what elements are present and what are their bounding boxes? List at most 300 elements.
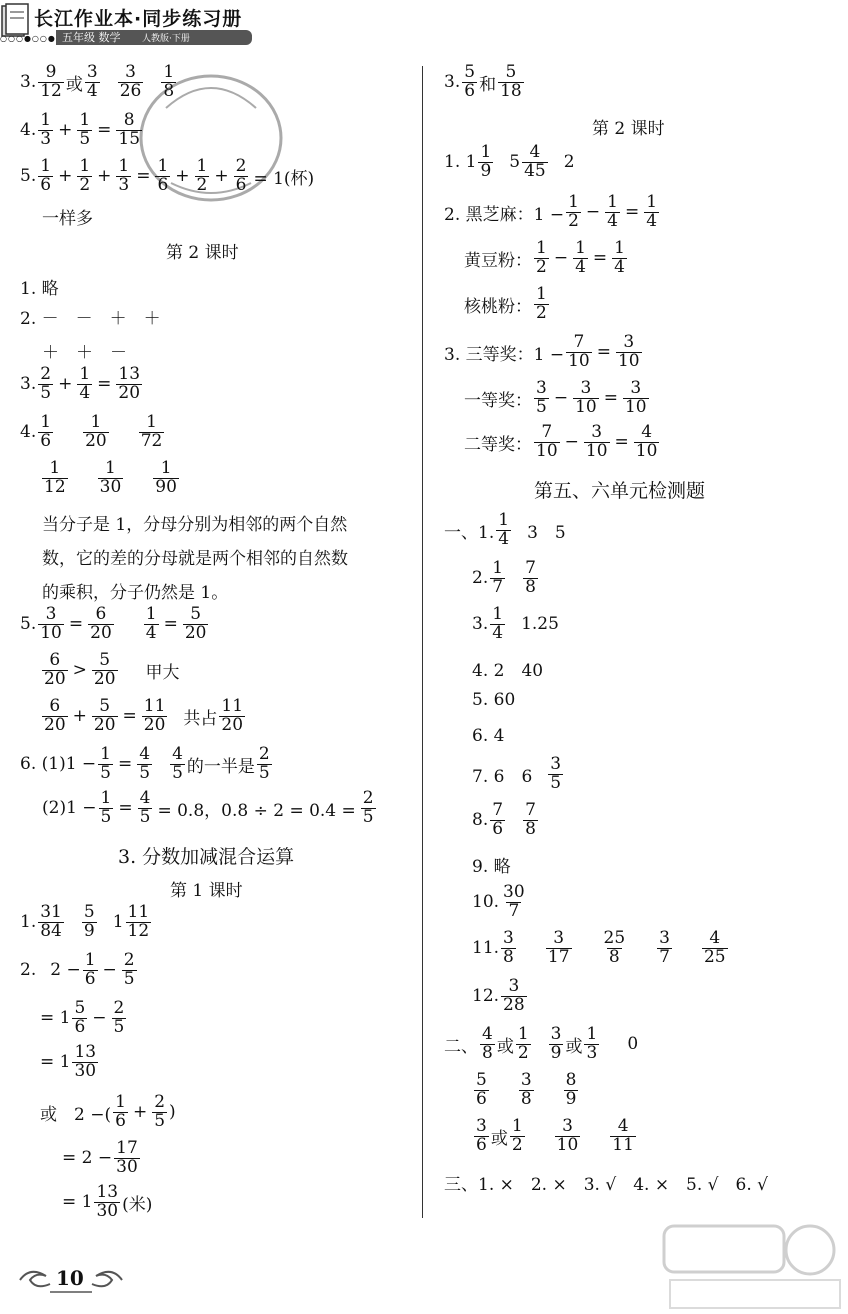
denominator: 4 — [79, 382, 91, 403]
numerator: 11 — [221, 696, 244, 716]
denominator: 5 — [550, 772, 562, 793]
fraction — [77, 158, 92, 195]
fraction — [474, 1118, 489, 1155]
numerator: 5 — [74, 998, 86, 1018]
numerator: 5 — [99, 650, 111, 670]
page-number: 10 — [56, 1266, 84, 1290]
fraction — [38, 904, 64, 941]
item-number: 2. 黑芝麻：1 − — [444, 204, 565, 225]
numerator: 9 — [45, 62, 57, 82]
fraction — [480, 1026, 495, 1063]
numerator: 7 — [492, 800, 504, 820]
expression-text: 2 − — [50, 960, 81, 981]
denominator: 5 — [172, 762, 183, 783]
denominator: 5 — [100, 806, 112, 827]
numerator: 4 — [139, 744, 151, 764]
denominator: 6 — [40, 174, 52, 195]
fraction — [523, 560, 538, 597]
denominator: 26 — [119, 80, 142, 101]
or-text: 或 — [496, 1036, 514, 1057]
or-text: 或 — [490, 1128, 508, 1149]
denominator: 5 — [123, 968, 135, 989]
item-number: 1. 1 — [444, 152, 477, 173]
item-number: 3. — [20, 72, 37, 93]
edition-label: 人教版·下册 — [142, 34, 190, 44]
denominator: 30 — [116, 1156, 138, 1177]
expression-text: = 2 − — [62, 1148, 113, 1169]
numerator: 3 — [550, 1024, 562, 1044]
answer-line — [444, 1026, 638, 1063]
denominator: 30 — [74, 1060, 97, 1081]
answer-line — [472, 978, 529, 1015]
numerator: 1 — [157, 156, 169, 176]
fraction — [42, 652, 68, 689]
item-number: (2)1 − — [42, 798, 97, 819]
fraction — [534, 380, 549, 417]
answer-text: 三、1. × 2. × 3. √ 4. × 5. √ 6. √ — [444, 1175, 768, 1195]
numerator: 3 — [591, 422, 603, 442]
denominator: 6 — [476, 1134, 487, 1155]
numerator: 30 — [503, 882, 525, 902]
answer-line — [472, 884, 529, 921]
fraction — [498, 64, 524, 101]
item-number: 二、 — [444, 1036, 478, 1057]
fraction — [519, 1072, 534, 1109]
book-title: 长江作业本·同步练习册 — [34, 8, 243, 30]
site-watermark — [660, 1222, 846, 1312]
item-number: 6. (1)1 − — [20, 754, 97, 775]
fraction — [490, 802, 505, 839]
fraction — [534, 240, 549, 277]
fraction — [490, 560, 505, 597]
fraction — [113, 1094, 128, 1131]
denominator: 20 — [143, 714, 166, 735]
section-heading: 第五、六单元检测题 — [534, 480, 706, 502]
lesson-heading: 第 2 课时 — [166, 243, 239, 263]
denominator: 20 — [93, 714, 116, 735]
and-text: 和 — [479, 74, 497, 95]
denominator: 9 — [480, 160, 492, 181]
denominator: 5 — [100, 762, 111, 783]
fraction — [548, 756, 563, 793]
denominator: 5 — [362, 806, 374, 827]
numerator: 1 — [145, 604, 157, 624]
denominator: 72 — [140, 430, 163, 451]
fraction — [77, 366, 92, 403]
numerator: 5 — [83, 902, 95, 922]
fraction — [510, 1118, 525, 1155]
fraction — [72, 1044, 98, 1081]
denominator: 4 — [492, 622, 504, 643]
answer-line — [444, 64, 526, 101]
fraction — [490, 606, 505, 643]
answer-line — [472, 756, 565, 793]
answer-line — [472, 802, 540, 839]
denominator: 30 — [99, 476, 122, 497]
numerator: 3 — [623, 332, 635, 352]
fraction — [183, 606, 209, 643]
denominator: 25 — [703, 946, 726, 967]
fraction — [88, 606, 114, 643]
answer-line: 5. $\frac{1}{6}$ + $\frac{1}{2}$ + $\frac{1}{3}$ = $\frac{1}{6}$ + $\frac{1}{2}$ + $\frac{2}{6}$ = 1(杯) — [20, 156, 315, 195]
denominator: 5 — [139, 806, 151, 827]
answer-line — [62, 1140, 142, 1177]
page-header — [0, 0, 848, 48]
numerator: 1 — [511, 1116, 523, 1136]
denominator: 20 — [118, 382, 141, 403]
answer-text: 0 — [627, 1034, 639, 1055]
answer-text: 甲大 — [145, 662, 180, 683]
numerator: 1 — [118, 156, 130, 176]
fraction — [116, 366, 142, 403]
numerator: 7 — [525, 558, 536, 578]
denominator: 5 — [536, 396, 547, 417]
numerator: 3 — [508, 976, 520, 996]
denominator: 8 — [163, 80, 175, 101]
denominator: 8 — [608, 946, 620, 967]
numerator: 3 — [45, 604, 57, 624]
answer-line — [20, 414, 166, 451]
answer-text: ＋ ＋ － — [42, 343, 127, 363]
fraction — [83, 952, 98, 989]
expression-text: = 1 — [62, 1192, 93, 1213]
answer-text: 6. 4 — [472, 726, 505, 746]
fraction — [219, 698, 245, 735]
answer-text: 3 5 — [527, 522, 566, 543]
numerator: 1 — [84, 950, 96, 970]
expression-text: = 1 — [40, 1008, 71, 1029]
denominator: 6 — [492, 818, 504, 839]
fraction — [38, 158, 53, 195]
denominator: 2 — [568, 210, 579, 231]
numerator: 1 — [40, 110, 52, 130]
numerator: 1 — [163, 62, 175, 82]
fraction — [38, 414, 53, 451]
denominator: 3 — [586, 1042, 598, 1063]
fraction — [92, 652, 118, 689]
fraction — [153, 460, 179, 497]
numerator: 1 — [575, 238, 586, 258]
numerator: 1 — [492, 558, 504, 578]
fraction — [98, 460, 124, 497]
denominator: 2 — [511, 1134, 523, 1155]
answer-line — [62, 1184, 152, 1221]
denominator: 10 — [568, 350, 590, 371]
numerator: 1 — [79, 364, 91, 384]
numerator: 1 — [90, 412, 102, 432]
numerator: 4 — [482, 1024, 493, 1044]
answer-line: 2. 2 − $\frac{1}{6}$ − $\frac{2}{5}$ — [20, 950, 135, 989]
denominator: 5 — [40, 382, 52, 403]
denominator: 6 — [476, 1088, 487, 1109]
fraction — [92, 698, 118, 735]
item-number: 3. — [20, 374, 37, 395]
answer-tail: = 1(杯) — [253, 168, 315, 189]
denominator: 6 — [40, 430, 52, 451]
fraction — [474, 1072, 489, 1109]
denominator: 10 — [617, 350, 640, 371]
answer-line — [20, 904, 153, 941]
answer-text: 1. 略 — [20, 279, 59, 299]
denominator: 2 — [517, 1042, 529, 1063]
numerator: 1 — [607, 192, 618, 212]
denominator: 20 — [85, 430, 107, 451]
denominator: 8 — [503, 946, 514, 967]
lesson-heading: 第 2 课时 — [592, 119, 665, 139]
numerator: 17 — [116, 1138, 138, 1158]
numerator: 1 — [498, 510, 510, 530]
fraction — [546, 930, 572, 967]
fraction — [137, 746, 152, 783]
answer-text: 一样多 — [42, 209, 93, 229]
item-number: 3. — [444, 72, 461, 93]
numerator: 3 — [580, 378, 592, 398]
denominator: 8 — [482, 1042, 493, 1063]
denominator: 15 — [118, 128, 141, 149]
lesson-heading: 第 1 课时 — [170, 881, 243, 901]
answer-line — [444, 512, 566, 549]
numerator: 1 — [79, 110, 91, 130]
fraction — [644, 194, 659, 231]
denominator: 20 — [184, 622, 207, 643]
numerator: 1 — [492, 604, 504, 624]
numerator: 11 — [127, 902, 150, 922]
denominator: 12 — [127, 920, 150, 941]
fraction — [610, 1118, 636, 1155]
fraction — [634, 424, 660, 461]
denominator: 10 — [585, 440, 608, 461]
fraction — [38, 64, 64, 101]
answer-line: 3. $\frac{2}{5}$ + $\frac{1}{4}$ = $\frac{13}{20}$ — [20, 364, 141, 403]
numerator: 13 — [96, 1182, 119, 1202]
denominator: 12 — [44, 476, 66, 497]
fraction — [612, 240, 627, 277]
numerator: 6 — [49, 650, 61, 670]
item-label: 核桃粉： — [464, 296, 532, 317]
numerator: 1 — [49, 458, 61, 478]
unit-text: (米) — [122, 1194, 153, 1215]
denominator: 20 — [44, 714, 66, 735]
numerator: 1 — [536, 284, 547, 304]
answer-line: 5. $\frac{3}{10}$ = $\frac{6}{20}$ $\frac{1}{4}$ = $\frac{5}{20}$ — [20, 604, 207, 643]
answer-line: 或 2 −( $\frac{1}{6}$ + $\frac{2}{5}$ ) — [40, 1092, 176, 1131]
item-number: 5. — [20, 166, 37, 187]
item-number: 4. — [20, 120, 37, 141]
answer-text: 1.25 — [521, 614, 559, 635]
equals-sign: = — [97, 120, 112, 141]
item-number: 2. — [20, 960, 37, 981]
numerator: 7 — [541, 422, 553, 442]
numerator: 2 — [362, 788, 374, 808]
denominator: 7 — [508, 900, 520, 921]
numerator: 3 — [86, 62, 98, 82]
numerator: 25 — [603, 928, 626, 948]
numerator: 1 — [536, 238, 547, 258]
denominator: 7 — [659, 946, 670, 967]
numerator: 3 — [503, 928, 514, 948]
denominator: 90 — [155, 476, 177, 497]
numerator: 1 — [614, 238, 625, 258]
numerator: 8 — [123, 110, 135, 130]
column-divider — [422, 66, 423, 1218]
answer-text: 5. 60 — [472, 690, 516, 710]
fraction — [549, 1026, 564, 1063]
denominator: 5 — [139, 762, 151, 783]
numerator: 13 — [74, 1042, 97, 1062]
denominator: 10 — [635, 440, 658, 461]
answer-line: 3. 三等奖：1 − $\frac{7}{10}$ = $\frac{3}{10}$ — [444, 332, 640, 371]
denominator: 6 — [84, 968, 96, 989]
fraction — [114, 1140, 140, 1177]
numerator: 1 — [160, 458, 172, 478]
fraction — [118, 64, 144, 101]
numerator: 2 — [235, 156, 247, 176]
item-label: 一等奖： — [464, 390, 532, 411]
fraction — [573, 240, 588, 277]
fraction — [99, 790, 114, 827]
denominator: 8 — [525, 576, 536, 597]
fraction — [83, 414, 109, 451]
fraction — [573, 380, 599, 417]
denominator: 6 — [157, 174, 169, 195]
numerator: 5 — [99, 696, 111, 716]
item-number: 3. 三等奖：1 − — [444, 344, 565, 365]
denominator: 17 — [547, 946, 570, 967]
expression-text: 或 2 −( — [40, 1104, 112, 1125]
fraction — [555, 1118, 581, 1155]
grade-subject: 五年级 数学 — [62, 31, 121, 44]
denominator: 5 — [113, 1016, 125, 1037]
answer-line — [40, 1044, 100, 1081]
numerator: 3 — [630, 378, 642, 398]
numerator: 1 — [568, 192, 579, 212]
fraction — [155, 158, 170, 195]
header-dots: ○○○●○○● — [0, 34, 56, 43]
denominator: 4 — [646, 210, 658, 231]
denominator: 12 — [40, 80, 62, 101]
item-number: 12. — [472, 986, 500, 1007]
numerator: 6 — [49, 696, 61, 716]
answer-line — [444, 144, 575, 181]
fraction — [144, 606, 159, 643]
item-number: 8. — [472, 810, 489, 831]
fraction — [98, 746, 113, 783]
grade-band — [56, 30, 252, 45]
item-label: 黄豆粉： — [464, 250, 532, 271]
fraction — [122, 952, 137, 989]
numerator: 1 — [517, 1024, 529, 1044]
denominator: 10 — [556, 1134, 579, 1155]
numerator: 3 — [553, 928, 565, 948]
numerator: 3 — [659, 928, 670, 948]
fraction — [234, 158, 249, 195]
answer-text: 2. － － ＋ ＋ — [20, 309, 161, 329]
denominator: 4 — [86, 80, 98, 101]
fraction — [72, 1000, 87, 1037]
fraction — [112, 1000, 127, 1037]
item-number: 1. — [20, 912, 37, 933]
denominator: 10 — [575, 396, 597, 417]
answer-line: 2. 黑芝麻：1 − $\frac{1}{2}$ − $\frac{1}{4}$ = $\frac{1}{4}$ — [444, 192, 658, 231]
denominator: 20 — [44, 668, 66, 689]
denominator: 3 — [40, 128, 52, 149]
answer-line — [464, 286, 551, 323]
numerator: 1 — [100, 744, 111, 764]
denominator: 8 — [525, 818, 536, 839]
denominator: 45 — [524, 160, 546, 181]
denominator: 2 — [196, 174, 208, 195]
answer-text: 4. 2 40 — [472, 661, 544, 681]
denominator: 10 — [40, 622, 62, 643]
plus-sign: + — [58, 120, 73, 141]
numerator: 2 — [40, 364, 52, 384]
numerator: 6 — [95, 604, 107, 624]
item-number: 3. — [472, 614, 489, 635]
fraction — [702, 930, 728, 967]
numerator: 1 — [79, 156, 91, 176]
numerator: 4 — [709, 928, 721, 948]
numerator: 31 — [40, 902, 62, 922]
numerator: 5 — [505, 62, 517, 82]
fraction — [82, 904, 97, 941]
explanation-text: 当分子是 1，分母分别为相邻的两个自然 — [42, 515, 348, 535]
numerator: 4 — [617, 1116, 629, 1136]
or-text: 或 — [65, 74, 83, 95]
denominator: 6 — [115, 1110, 126, 1131]
fraction — [566, 194, 581, 231]
fraction — [142, 698, 168, 735]
denominator: 30 — [96, 1200, 119, 1221]
denominator: 20 — [90, 622, 112, 643]
numerator: 2 — [154, 1092, 166, 1112]
explanation-text: 的乘积，分子仍然是 1。 — [42, 583, 229, 603]
fraction — [501, 930, 516, 967]
fraction — [126, 904, 152, 941]
denominator: 2 — [536, 256, 547, 277]
denominator: 4 — [145, 622, 157, 643]
fraction — [139, 414, 165, 451]
answer-text: 9. 略 — [472, 857, 511, 877]
denominator: 18 — [500, 80, 522, 101]
fraction — [195, 158, 210, 195]
fraction — [616, 334, 642, 371]
denominator: 5 — [258, 762, 270, 783]
numerator: 7 — [525, 800, 536, 820]
fraction — [602, 930, 628, 967]
answer-line — [472, 930, 730, 967]
numerator: 8 — [565, 1070, 577, 1090]
numerator: 1 — [40, 412, 52, 432]
fraction — [170, 746, 185, 783]
item-number: 4. — [20, 422, 37, 443]
whole-number: 1 — [112, 912, 124, 933]
numerator: 3 — [550, 754, 562, 774]
denominator: 6 — [464, 80, 476, 101]
or-text: 或 — [565, 1036, 583, 1057]
fraction — [478, 144, 493, 181]
answer-line: 二等奖： $\frac{7}{10}$ − $\frac{3}{10}$ = $\frac{4}{10}$ — [464, 422, 658, 461]
answer-line: = 1 $\frac{5}{6}$ − $\frac{2}{5}$ — [40, 998, 125, 1037]
denominator: 4 — [614, 256, 625, 277]
fraction — [534, 286, 549, 323]
numerator: 4 — [641, 422, 653, 442]
fraction — [516, 1026, 531, 1063]
denominator: 5 — [79, 128, 91, 149]
denominator: 4 — [607, 210, 618, 231]
fraction — [522, 144, 548, 181]
numerator: 1 — [40, 156, 52, 176]
denominator: 10 — [624, 396, 647, 417]
